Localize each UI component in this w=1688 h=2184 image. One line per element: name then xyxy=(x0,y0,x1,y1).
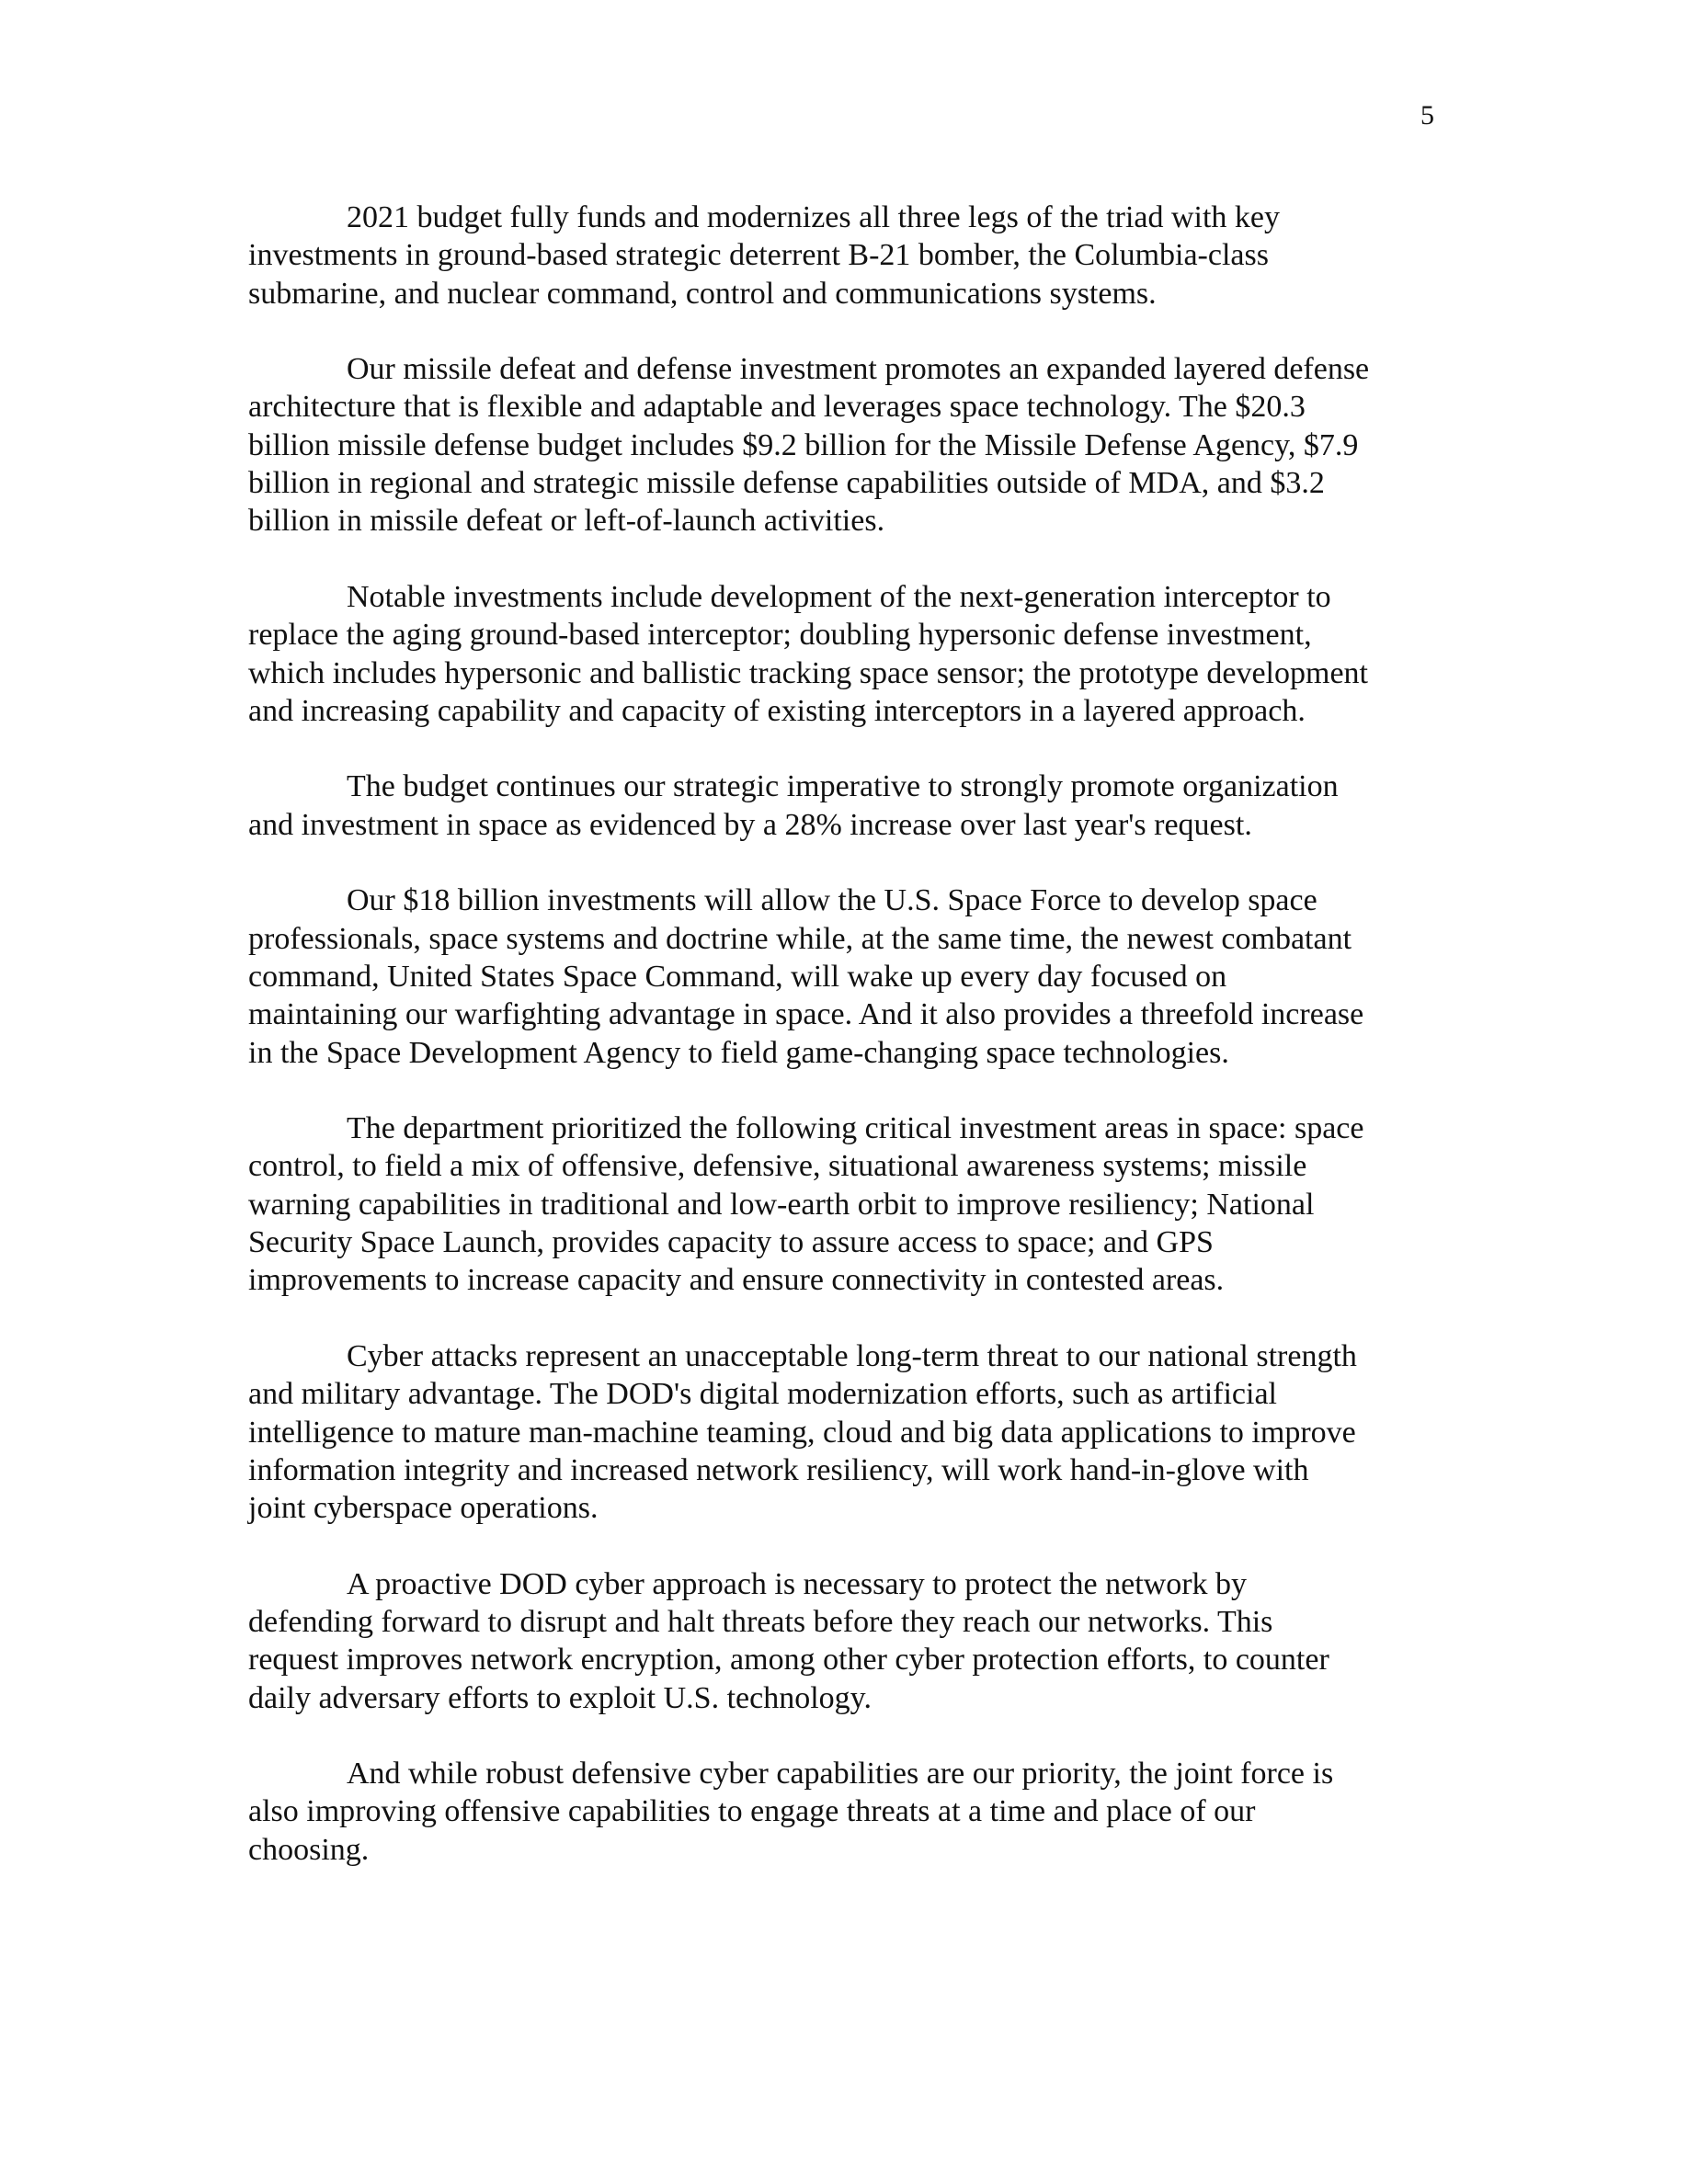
paragraph-line: submarine, and nuclear command, control and communications systems. xyxy=(248,276,1157,311)
paragraph-line: The department prioritized the following critical investment areas in space: space xyxy=(347,1111,1364,1146)
paragraph-line: billion missile defense budget includes $9.2 billion for the Missile Defense Agency, $7.9 xyxy=(248,427,1359,462)
paragraph-line: control, to field a mix of offensive, defensive, situational awareness systems; missile xyxy=(248,1149,1307,1184)
paragraph-line: The budget continues our strategic imperative to strongly promote organization xyxy=(347,769,1339,804)
paragraph-line: defending forward to disrupt and halt threats before they reach our networks. This xyxy=(248,1604,1273,1639)
paragraph xyxy=(248,350,1443,540)
paragraph-line: command, United States Space Command, will wake up every day focused on xyxy=(248,959,1227,994)
paragraph-line: and military advantage. The DOD's digital modernization efforts, such as artificial xyxy=(248,1377,1277,1412)
paragraph-line: choosing. xyxy=(248,1832,370,1867)
paragraph-line: information integrity and increased network resiliency, will work hand-in-glove with xyxy=(248,1452,1309,1487)
paragraph-line: also improving offensive capabilities to engage threats at a time and place of our xyxy=(248,1794,1256,1829)
paragraph xyxy=(248,199,1443,313)
paragraph xyxy=(248,1565,1443,1717)
paragraph-line: architecture that is flexible and adaptable and leverages space technology. The $20.3 xyxy=(248,390,1306,425)
paragraph-line: replace the aging ground-based interceptor; doubling hypersonic defense investment, xyxy=(248,618,1312,653)
paragraph-line: billion in regional and strategic missile defense capabilities outside of MDA, and $3.2 xyxy=(248,466,1325,501)
paragraph-line: investments in ground-based strategic deterrent B-21 bomber, the Columbia-class xyxy=(248,238,1269,273)
paragraph-line: in the Space Development Agency to field game-changing space technologies. xyxy=(248,1035,1229,1070)
paragraph xyxy=(248,1755,1443,1869)
paragraph-line: joint cyberspace operations. xyxy=(248,1491,599,1526)
paragraph xyxy=(248,768,1443,844)
paragraph xyxy=(248,882,1443,1071)
paragraph-line: intelligence to mature man-machine teaming, cloud and big data applications to improve xyxy=(248,1415,1356,1450)
paragraph-line: Our missile defeat and defense investment promotes an expanded layered defense xyxy=(347,352,1370,387)
paragraph-line: and investment in space as evidenced by a 28% increase over last year's request. xyxy=(248,807,1252,842)
paragraph xyxy=(248,1109,1443,1299)
paragraph-line: request improves network encryption, among other cyber protection efforts, to counter xyxy=(248,1643,1329,1678)
paragraph-line: Security Space Launch, provides capacity to assure access to space; and GPS xyxy=(248,1225,1214,1260)
paragraph-line: daily adversary efforts to exploit U.S. technology. xyxy=(248,1680,872,1715)
paragraph-line: improvements to increase capacity and ensure connectivity in contested areas. xyxy=(248,1263,1225,1298)
document-body xyxy=(248,199,1443,1906)
page-number: 5 xyxy=(1420,100,1434,131)
paragraph xyxy=(248,578,1443,730)
paragraph-line: and increasing capability and capacity of existing interceptors in a layered approach. xyxy=(248,693,1306,728)
paragraph-line: warning capabilities in traditional and low-earth orbit to improve resiliency; National xyxy=(248,1187,1315,1222)
paragraph-line: 2021 budget fully funds and modernizes all three legs of the triad with key xyxy=(347,200,1281,234)
paragraph-line: billion in missile defeat or left-of-launch activities. xyxy=(248,504,885,539)
paragraph-line: A proactive DOD cyber approach is necessary to protect the network by xyxy=(347,1566,1248,1601)
paragraph-line: Cyber attacks represent an unacceptable long-term threat to our national strength xyxy=(347,1338,1357,1373)
paragraph xyxy=(248,1337,1443,1527)
paragraph-line: maintaining our warfighting advantage in space. And it also provides a threefold increase xyxy=(248,997,1364,1032)
paragraph-line: And while robust defensive cyber capabilities are our priority, the joint force is xyxy=(347,1757,1334,1792)
paragraph-line: Notable investments include development of the next-generation interceptor to xyxy=(347,579,1331,614)
paragraph-line: Our $18 billion investments will allow the U.S. Space Force to develop space xyxy=(347,883,1317,918)
paragraph-line: professionals, space systems and doctrine while, at the same time, the newest combatant xyxy=(248,921,1352,956)
paragraph-line: which includes hypersonic and ballistic tracking space sensor; the prototype development xyxy=(248,655,1368,690)
